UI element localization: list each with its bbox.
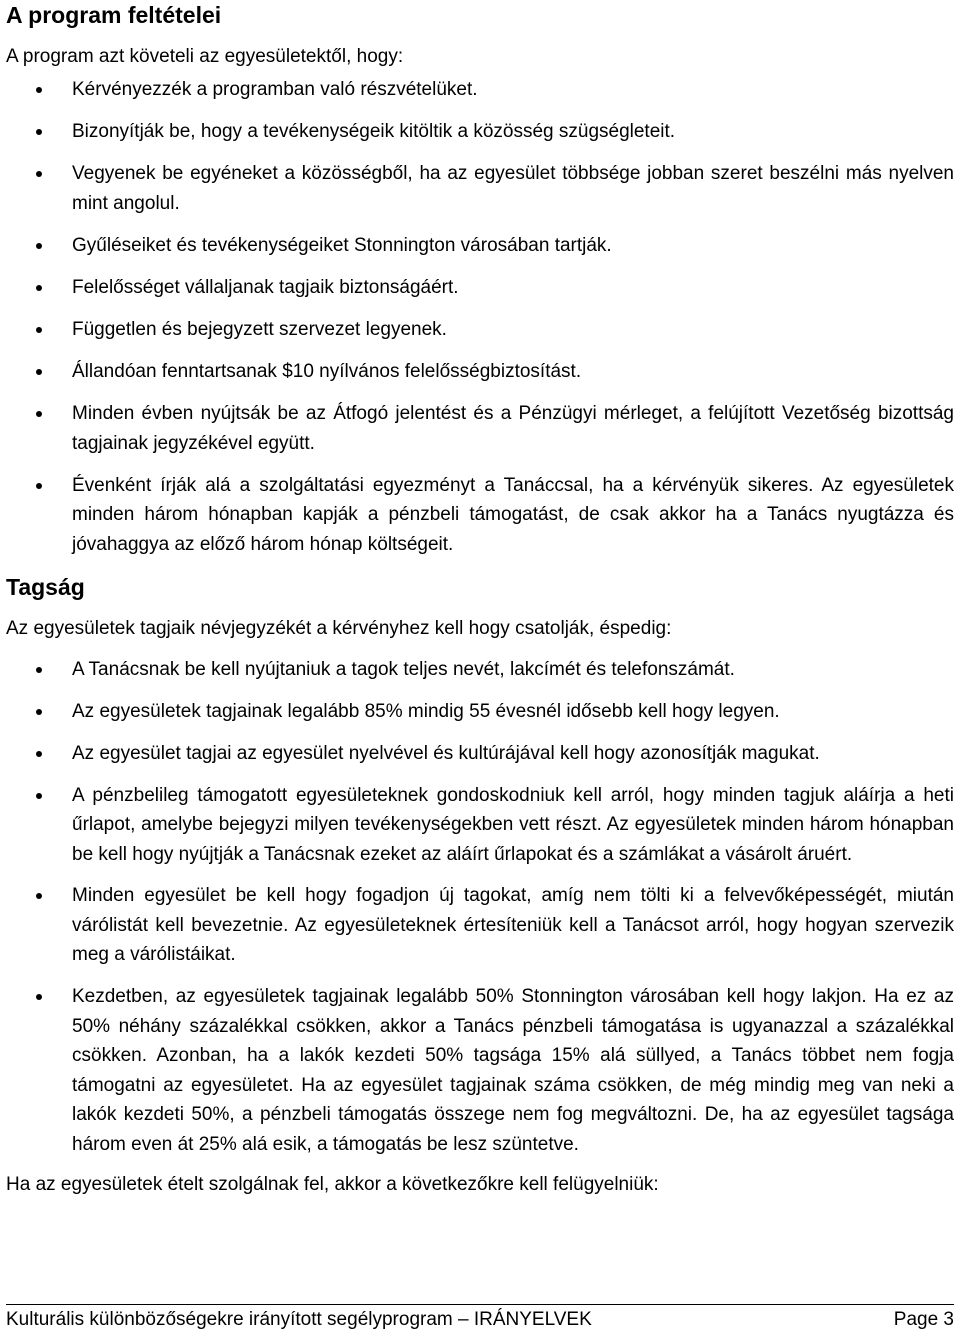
bullet-icon: [36, 751, 42, 757]
list-item-text: Állandóan fenntartsanak $10 nyílvános felelősségbiztosítást.: [72, 361, 582, 383]
list-item: [6, 471, 954, 560]
bullet-icon: [36, 285, 42, 291]
membership-list: [6, 655, 954, 1159]
list-item: [6, 273, 954, 303]
list-item-text: Kérvényezzék a programban való részvételüket.: [72, 79, 478, 100]
list-item: [6, 982, 954, 1159]
list-item-text: Független és bejegyzett szervezet legyenek.: [72, 318, 447, 340]
bullet-icon: [36, 171, 42, 177]
section-heading: A program feltételei: [6, 2, 222, 28]
list-item: [6, 315, 954, 345]
bullet-icon: [36, 243, 42, 249]
list-item: [6, 881, 954, 970]
list-item: [6, 697, 954, 727]
bullet-icon: [36, 87, 42, 93]
footer-title: Kulturális különbözőségekre irányított segélyprogram – IRÁNYELVEK: [6, 1309, 592, 1330]
page-number: Page 3: [893, 1309, 954, 1330]
closing-paragraph: Ha az egyesületek ételt szolgálnak fel, akkor a következőkre kell felügyelniük:: [6, 1173, 659, 1195]
list-item: [6, 231, 954, 261]
page-footer: [6, 1304, 954, 1332]
bullet-icon: [36, 709, 42, 715]
list-item-text: Minden egyesület be kell hogy fogadjon új tagokat, amíg nem tölti ki a felvevőképességét, miután várólistát kell bevezetnie. Az egyesületeknek értesíteniük kell a Tanácsot arról, hogy hogyan szervezik meg a várólistáikat.: [72, 885, 954, 966]
list-item: [6, 75, 954, 105]
list-item-text: Bizonyítják be, hogy a tevékenységeik kitöltik a közösség szügségleteit.: [72, 121, 676, 143]
list-item: [6, 117, 954, 147]
membership-intro: Az egyesületek tagjaik névjegyzékét a kérvényhez kell hogy csatolják, éspedig:: [6, 617, 672, 639]
bullet-icon: [36, 893, 42, 899]
list-item-text: Az egyesület tagjai az egyesület nyelvével és kultúrájával kell hogy azonosítják magukat.: [72, 742, 820, 764]
bullet-icon: [36, 793, 42, 799]
list-item-text: A Tanácsnak be kell nyújtaniuk a tagok teljes nevét, lakcímét és telefonszámát.: [72, 658, 735, 680]
document-page: [6, 0, 954, 1330]
list-item: [6, 399, 954, 458]
list-item: [6, 739, 954, 769]
bullet-icon: [36, 483, 42, 489]
requirements-list: [6, 75, 954, 559]
list-item: [6, 781, 954, 870]
list-item-text: Évenként írják alá a szolgáltatási egyezményt a Tanáccsal, ha a kérvényük sikeres. Az egyesületek minden három hónapban kapják a pénzbeli támogatást, de csak akkor ha a Tanács nyugtázza és jóvahaggya az előző három hónap költségeit.: [72, 474, 954, 555]
list-item: [6, 159, 954, 218]
bullet-icon: [36, 327, 42, 333]
list-item-text: Az egyesületek tagjainak legalább 85% mindig 55 évesnél idősebb kell hogy legyen.: [72, 700, 780, 722]
bullet-icon: [36, 667, 42, 673]
list-item: [6, 655, 954, 685]
list-item-text: A pénzbelileg támogatott egyesületeknek gondoskodniuk kell arról, hogy minden tagjuk aláírja a heti űrlapot, amelybe bejegyzi milyen tevékenységekben vett részt. Az egyesületek minden három hónapban be kell hogy nyújtják a Tanácsnak ezeket az aláírt űrlapokat és a számlákat a vásárolt áruért.: [72, 784, 954, 865]
list-item-text: Minden évben nyújtsák be az Átfogó jelentést és a Pénzügyi mérleget, a felújított Vezetőség bizottság tagjainak jegyzékével együtt.: [72, 403, 954, 454]
bullet-icon: [36, 129, 42, 135]
list-item-text: Kezdetben, az egyesületek tagjainak legalább 50% Stonnington városában kell hogy lakjon. Ha ez az 50% néhány százalékkal csökken, akkor a Tanács pénzbeli támogatása is ugyanazzal a százalékkal csökken. Azonban, ha a lakók kezdeti 50% tagsága 15% alá süllyed, a Tanács többet nem fogja támogatni az egyesületet. Ha az egyesület tagjainak száma csökken, de még mindig meg van neki a lakók kezdeti 50%, a pénzbeli támogatás összege nem fog megváltozni. De, ha az egyesület tagsága három even át 25% alá esik, a támogatás be lesz szüntetve.: [72, 986, 954, 1155]
bullet-icon: [36, 411, 42, 417]
list-item-text: Felelősséget vállaljanak tagjaik biztonságáért.: [72, 276, 459, 298]
bullet-icon: [36, 994, 42, 1000]
intro-paragraph: A program azt követeli az egyesületektől, hogy:: [6, 46, 404, 67]
bullet-icon: [36, 369, 42, 375]
membership-heading: Tagság: [6, 573, 85, 600]
list-item-text: Vegyenek be egyéneket a közösségből, ha az egyesület többsége jobban szeret beszélni más nyelven mint angolul.: [72, 163, 954, 214]
list-item: [6, 357, 954, 387]
list-item-text: Gyűléseiket és tevékenységeiket Stonnington városában tartják.: [72, 234, 612, 256]
